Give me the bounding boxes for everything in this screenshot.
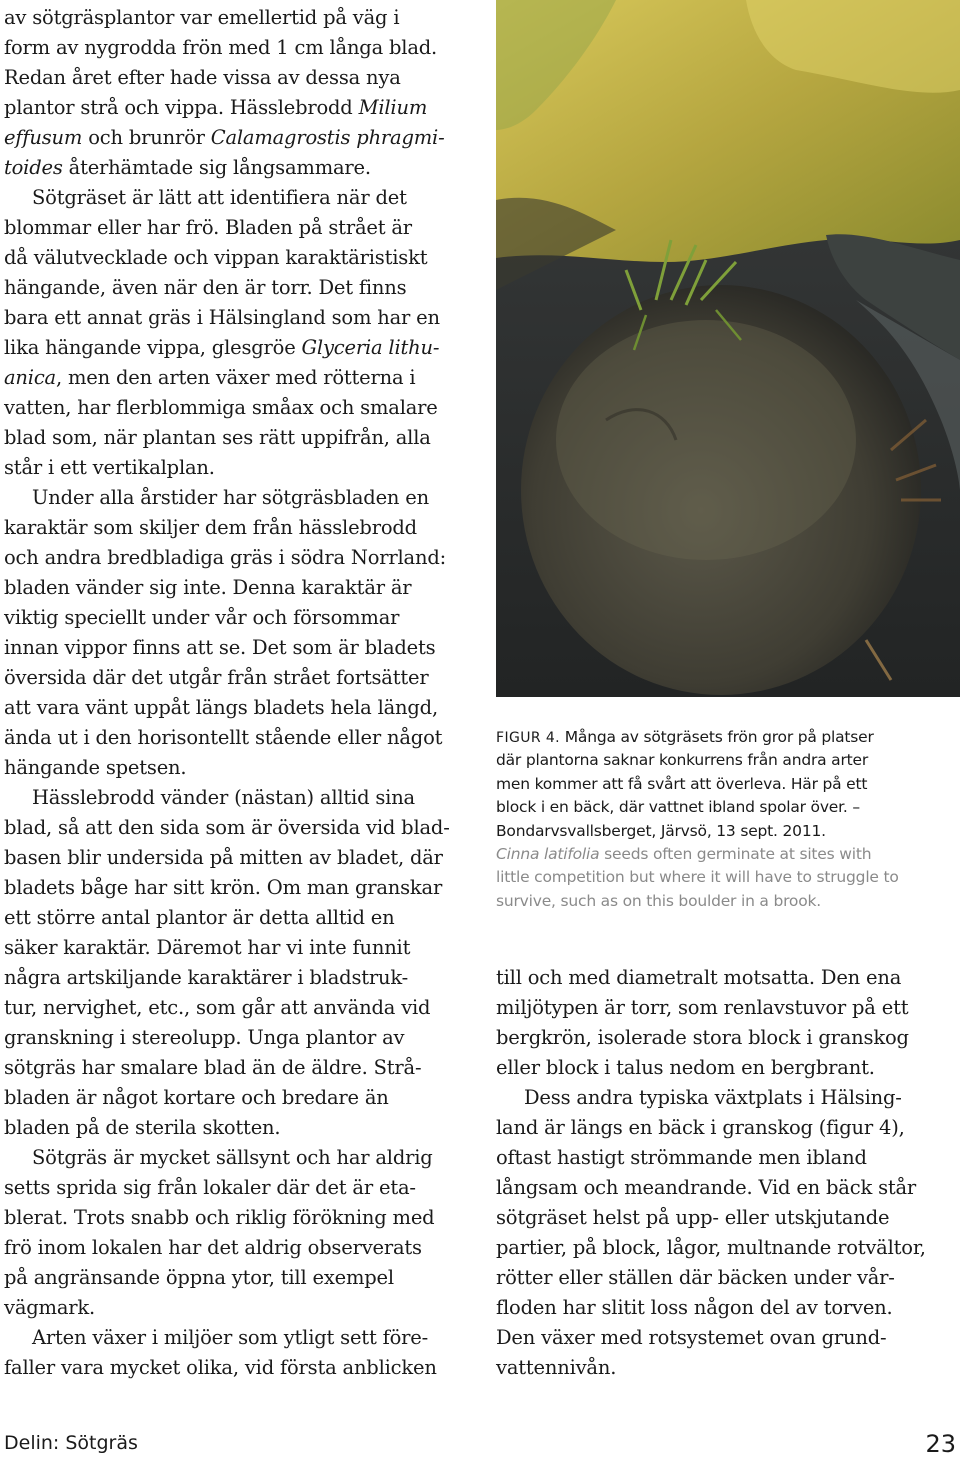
text-line: Hässlebrodd vänder (nästan) alltid sina <box>32 786 415 809</box>
caption-species: Cinna latifolia <box>496 844 600 863</box>
caption-english-text: seeds often germinate at sites with <box>599 844 872 863</box>
caption-english-line <box>496 843 958 866</box>
text-line: faller vara mycket olika, vid första anblicken <box>4 1356 437 1379</box>
text-line: Dess andra typiska växtplats i Hälsing- <box>524 1086 902 1109</box>
text-line: eller block i talus nedom en bergbrant. <box>496 1056 875 1079</box>
text-line: långsam och meandrande. Vid en bäck står <box>496 1176 917 1199</box>
caption-label: FIGUR 4. <box>496 730 561 746</box>
text-line: vägmark. <box>4 1296 95 1319</box>
text-line: miljötypen är torr, som renlavstuvor på ett <box>496 996 909 1019</box>
text-line: karaktär som skiljer dem från hässlebrodd <box>4 516 417 539</box>
text-line: översida där det utgår från strået fortsätter <box>4 666 429 689</box>
caption-text: Många av sötgräsets frön gror på platser <box>564 728 874 746</box>
text-line: granskning i stereolupp. Unga plantor av <box>4 1026 405 1049</box>
text-line: Sötgräs är mycket sällsynt och har aldrig <box>32 1146 433 1169</box>
text-line: vattennivån. <box>496 1356 617 1379</box>
text-line: basen blir undersida på mitten av bladet, där <box>4 846 443 869</box>
text-line: till och med diametralt motsatta. Den ena <box>496 966 902 989</box>
text-line: plantor strå och vippa. Hässlebrodd Milium <box>4 96 428 119</box>
text-line: Redan året efter hade vissa av dessa nya <box>4 66 401 89</box>
text-line: land är längs en bäck i granskog (figur 4), <box>496 1116 905 1139</box>
boulder-moss-image <box>496 0 960 697</box>
text-line: på angränsande öppna ytor, till exempel <box>4 1266 394 1289</box>
text-line: hängande spetsen. <box>4 756 187 779</box>
text-line: bladen är något kortare och bredare än <box>4 1086 389 1109</box>
text-line: bladets båge har sitt krön. Om man granskar <box>4 876 443 899</box>
caption-english-line: little competition but where it will have to struggle to <box>496 868 899 887</box>
text-line: toides återhämtade sig långsammare. <box>4 156 371 179</box>
text-line: Den växer med rotsystemet ovan grund- <box>496 1326 887 1349</box>
left-text-column <box>4 3 472 1383</box>
text-line: och andra bredbladiga gräs i södra Norrland: <box>4 546 446 569</box>
text-line: några artskiljande karaktärer i bladstruk- <box>4 966 409 989</box>
text-line: bladen vänder sig inte. Denna karaktär är <box>4 576 412 599</box>
text-line: hängande, även när den är torr. Det finns <box>4 276 407 299</box>
text-line: blad, så att den sida som är översida vid blad- <box>4 816 450 839</box>
text-line: då välutvecklade och vippan karaktäristiskt <box>4 246 428 269</box>
text-line: blad som, när plantan ses rätt uppifrån, alla <box>4 426 431 449</box>
caption-english-line: survive, such as on this boulder in a brook. <box>496 891 821 910</box>
text-line: säker karaktär. Däremot har vi inte funnit <box>4 936 411 959</box>
text-line: viktig speciellt under vår och försommar <box>4 606 400 629</box>
text-line: effusum och brunrör Calamagrostis phragmi- <box>4 126 445 149</box>
text-line: bara ett annat gräs i Hälsingland som har en <box>4 306 440 329</box>
text-line: av sötgräsplantor var emellertid på väg i <box>4 6 400 29</box>
caption-line: men kommer att få svårt att överleva. Här på ett <box>496 774 868 793</box>
text-line: floden har slitit loss någon del av torven. <box>496 1296 893 1319</box>
text-line: att vara vänt uppåt längs bladets hela längd, <box>4 696 438 719</box>
text-line: blerat. Trots snabb och riklig förökning med <box>4 1206 435 1229</box>
text-line: ett större antal plantor är detta alltid en <box>4 906 395 929</box>
caption-line <box>496 726 958 749</box>
page-number: 23 <box>925 1430 956 1458</box>
text-line: tur, nervighet, etc., som går att använda vid <box>4 996 431 1019</box>
text-line: Arten växer i miljöer som ytligt sett före- <box>32 1326 428 1349</box>
text-line: sötgräset helst på upp- eller utskjutande <box>496 1206 890 1229</box>
text-line: frö inom lokalen har det aldrig observerats <box>4 1236 422 1259</box>
text-line: bergkrön, isolerade stora block i granskog <box>496 1026 909 1049</box>
text-line: Sötgräset är lätt att identifiera när det <box>32 186 407 209</box>
text-line: oftast hastigt strömmande men ibland <box>496 1146 867 1169</box>
caption-line: Bondarvsvallsberget, Järvsö, 13 sept. 2011. <box>496 821 826 840</box>
right-text-column <box>496 963 958 1383</box>
text-line: blommar eller har frö. Bladen på strået är <box>4 216 412 239</box>
text-line: innan vippor finns att se. Det som är bladets <box>4 636 436 659</box>
text-line: anica, men den arten växer med rötterna i <box>4 366 416 389</box>
text-line: lika hängande vippa, glesgröe Glyceria lithu- <box>4 336 440 359</box>
text-line: vatten, har flerblommiga småax och smalare <box>4 396 438 419</box>
text-line: ända ut i den horisontellt stående eller något <box>4 726 443 749</box>
text-line: setts sprida sig från lokaler där det är eta- <box>4 1176 416 1199</box>
running-title: Delin: Sötgräs <box>4 1432 138 1454</box>
text-line: rötter eller ställen där bäcken under vår- <box>496 1266 895 1289</box>
figure-4-photo <box>496 0 960 697</box>
figure-caption <box>496 726 958 913</box>
caption-line: block i en bäck, där vattnet ibland spolar över. – <box>496 798 860 817</box>
text-line: form av nygrodda frön med 1 cm långa blad. <box>4 36 438 59</box>
text-line: Under alla årstider har sötgräsbladen en <box>32 486 429 509</box>
text-line: sötgräs har smalare blad än de äldre. Strå- <box>4 1056 422 1079</box>
text-line: partier, på block, lågor, multnande rotvältor, <box>496 1236 926 1259</box>
caption-line: där plantorna saknar konkurrens från andra arter <box>496 751 869 770</box>
text-line: bladen på de sterila skotten. <box>4 1116 281 1139</box>
text-line: står i ett vertikalplan. <box>4 456 215 479</box>
